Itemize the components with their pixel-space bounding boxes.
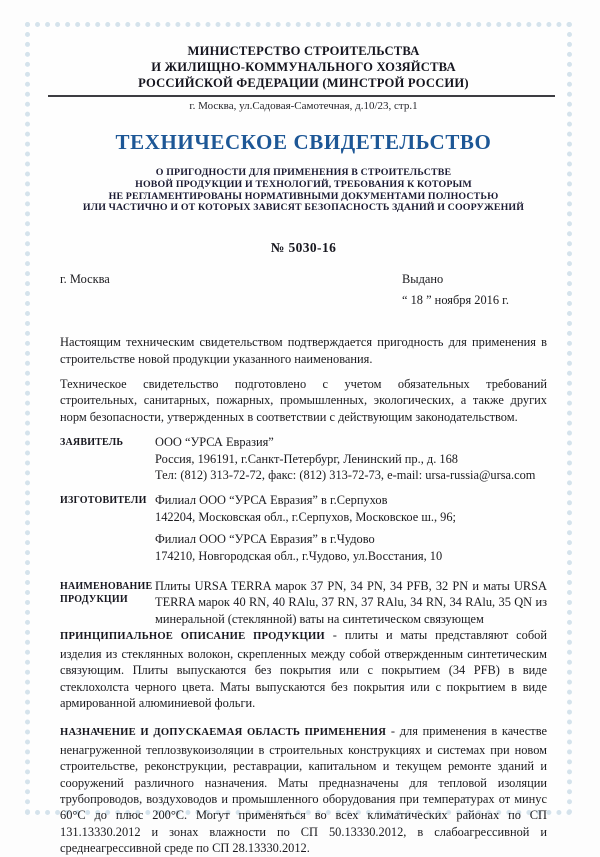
ministry-line-1: МИНИСТЕРСТВО СТРОИТЕЛЬСТВА bbox=[187, 44, 420, 58]
decorative-certificate-border bbox=[25, 22, 572, 856]
description-text: - плиты и маты представляют собой изделия из стеклянных волокон, скрепленных между собой отвержденным синтетическим связующим. Плиты выпускаются без покрытия или с покрытием (34 PFB) в виде стеклохолста черного цвета. Маты выпускаются без покрытия или с покрытием в виде армированной алюминиевой фольги. bbox=[60, 628, 548, 710]
certificate-content bbox=[30, 27, 567, 856]
document-title: ТЕХНИЧЕСКОЕ СВИДЕТЕЛЬСТВО bbox=[115, 130, 492, 154]
manufacturer-2-name: Филиал ООО “УРСА Евразия” в г.Чудово bbox=[155, 532, 375, 547]
applicant-address: Россия, 196191, г.Санкт-Петербург, Ленинский пр., д. 168 bbox=[155, 451, 459, 466]
product-name-row bbox=[60, 578, 547, 627]
manufacturers-details bbox=[155, 492, 547, 564]
issue-city: г. Москва bbox=[60, 272, 110, 287]
document-subtitle bbox=[60, 167, 547, 214]
product-name-label bbox=[60, 578, 155, 627]
certificate-number: № 5030-16 bbox=[270, 240, 337, 256]
subtitle-line-4: ИЛИ ЧАСТИЧНО И ОТ КОТОРЫХ ЗАВИСЯТ БЕЗОПАСНОСТЬ ЗДАНИЙ И СООРУЖЕНИЙ bbox=[82, 202, 525, 214]
product-label-line-1: НАИМЕНОВАНИЕ bbox=[60, 581, 153, 593]
issued-date: “ 18 ” ноября 2016 г. bbox=[402, 293, 509, 308]
applicant-label: ЗАЯВИТЕЛЬ bbox=[60, 437, 124, 449]
subtitle-line-1: О ПРИГОДНОСТИ ДЛЯ ПРИМЕНЕНИЯ В СТРОИТЕЛЬСТВЕ bbox=[155, 167, 452, 178]
applicant-details bbox=[155, 434, 547, 483]
applicant-name: ООО “УРСА Евразия” bbox=[155, 435, 274, 450]
product-name-text: Плиты URSA TERRA марок 37 PN, 34 PN, 34 PFB, 32 PN и маты URSA TERRA марок 40 RN, 40 RAlu, 37 RN, 37 RAlu, 34 RN, 34 RAlu, 35 QN из минеральной (стеклянной) ваты на синтетическом связующем bbox=[155, 579, 547, 626]
subtitle-line-3: НЕ РЕГЛАМЕНТИРОВАНЫ НОРМАТИВНЫМИ ДОКУМЕНТАМИ ПОЛНОСТЬЮ bbox=[108, 190, 499, 202]
manufacturer-2-address: 174210, Новгородская обл., г.Чудово, ул.Восстания, 10 bbox=[155, 548, 443, 563]
ministry-line-2: И ЖИЛИЩНО-КОММУНАЛЬНОГО ХОЗЯЙСТВА bbox=[151, 60, 456, 74]
issue-row bbox=[60, 272, 547, 308]
description-paragraph bbox=[60, 627, 547, 711]
intro-block bbox=[60, 334, 547, 425]
issue-block bbox=[402, 272, 547, 308]
intro-paragraph-2: Техническое свидетельство подготовлено с учетом обязательных требований строительных, санитарных, пожарных, промышленных, экологических, а также других норм безопасности, утвержденных в соответствии с действующим законодательством. bbox=[60, 377, 547, 424]
purpose-lead: НАЗНАЧЕНИЕ И ДОПУСКАЕМАЯ ОБЛАСТЬ ПРИМЕНЕНИЯ bbox=[60, 727, 387, 739]
manufacturers-row bbox=[60, 492, 547, 564]
intro-paragraph-1: Настоящим техническим свидетельством подтверждается пригодность для применения в строительстве новой продукции указанного наименования. bbox=[60, 335, 547, 366]
manufacturer-chudovo bbox=[155, 531, 547, 564]
ministry-address: г. Москва, ул.Садовая-Самотечная, д.10/23, стр.1 bbox=[189, 100, 418, 112]
purpose-text: - для применения в качестве ненагруженной теплозвукоизоляции в строительных конструкциях и системах при новом строительстве, реконструкции, реставрации, капитальном и текущем ремонте зданий и сооружений различного назначения. Маты предназначены для тепловой изоляции трубопроводов, воздуховодов и промышленного оборудования при температурах от минус 60°С до плюс 200°С. Могут применяться во всех климатических районах по СП 131.13330.2012 и зонах влажности по СП 50.13330.2012, в слабоагрессивной и среднеагрессивной среде по СП 28.13330.2012. bbox=[60, 724, 548, 856]
manufacturers-label: ИЗГОТОВИТЕЛИ bbox=[60, 495, 147, 507]
manufacturer-1-address: 142204, Московская обл., г.Серпухов, Московское ш., 96; bbox=[155, 509, 456, 524]
product-label-line-2: ПРОДУКЦИИ bbox=[60, 594, 128, 606]
ministry-line-3: РОССИЙСКОЙ ФЕДЕРАЦИИ (МИНСТРОЙ РОССИИ) bbox=[138, 76, 469, 90]
manufacturer-1-name: Филиал ООО “УРСА Евразия” в г.Серпухов bbox=[155, 493, 388, 508]
applicant-contacts: Тел: (812) 313-72-72, факс: (812) 313-72-73, e-mail: ursa-russia@ursa.com bbox=[155, 468, 536, 483]
manufacturer-serpukhov bbox=[155, 492, 547, 525]
header-divider-line bbox=[48, 95, 555, 97]
description-lead: ПРИНЦИПИАЛЬНОЕ ОПИСАНИЕ ПРОДУКЦИИ bbox=[60, 631, 325, 643]
issued-label: Выдано bbox=[402, 272, 444, 287]
purpose-paragraph bbox=[60, 723, 547, 856]
ministry-header bbox=[60, 43, 547, 91]
subtitle-line-2: НОВОЙ ПРОДУКЦИИ И ТЕХНОЛОГИЙ, ТРЕБОВАНИЯ К КОТОРЫМ bbox=[135, 178, 472, 190]
applicant-row bbox=[60, 434, 547, 483]
